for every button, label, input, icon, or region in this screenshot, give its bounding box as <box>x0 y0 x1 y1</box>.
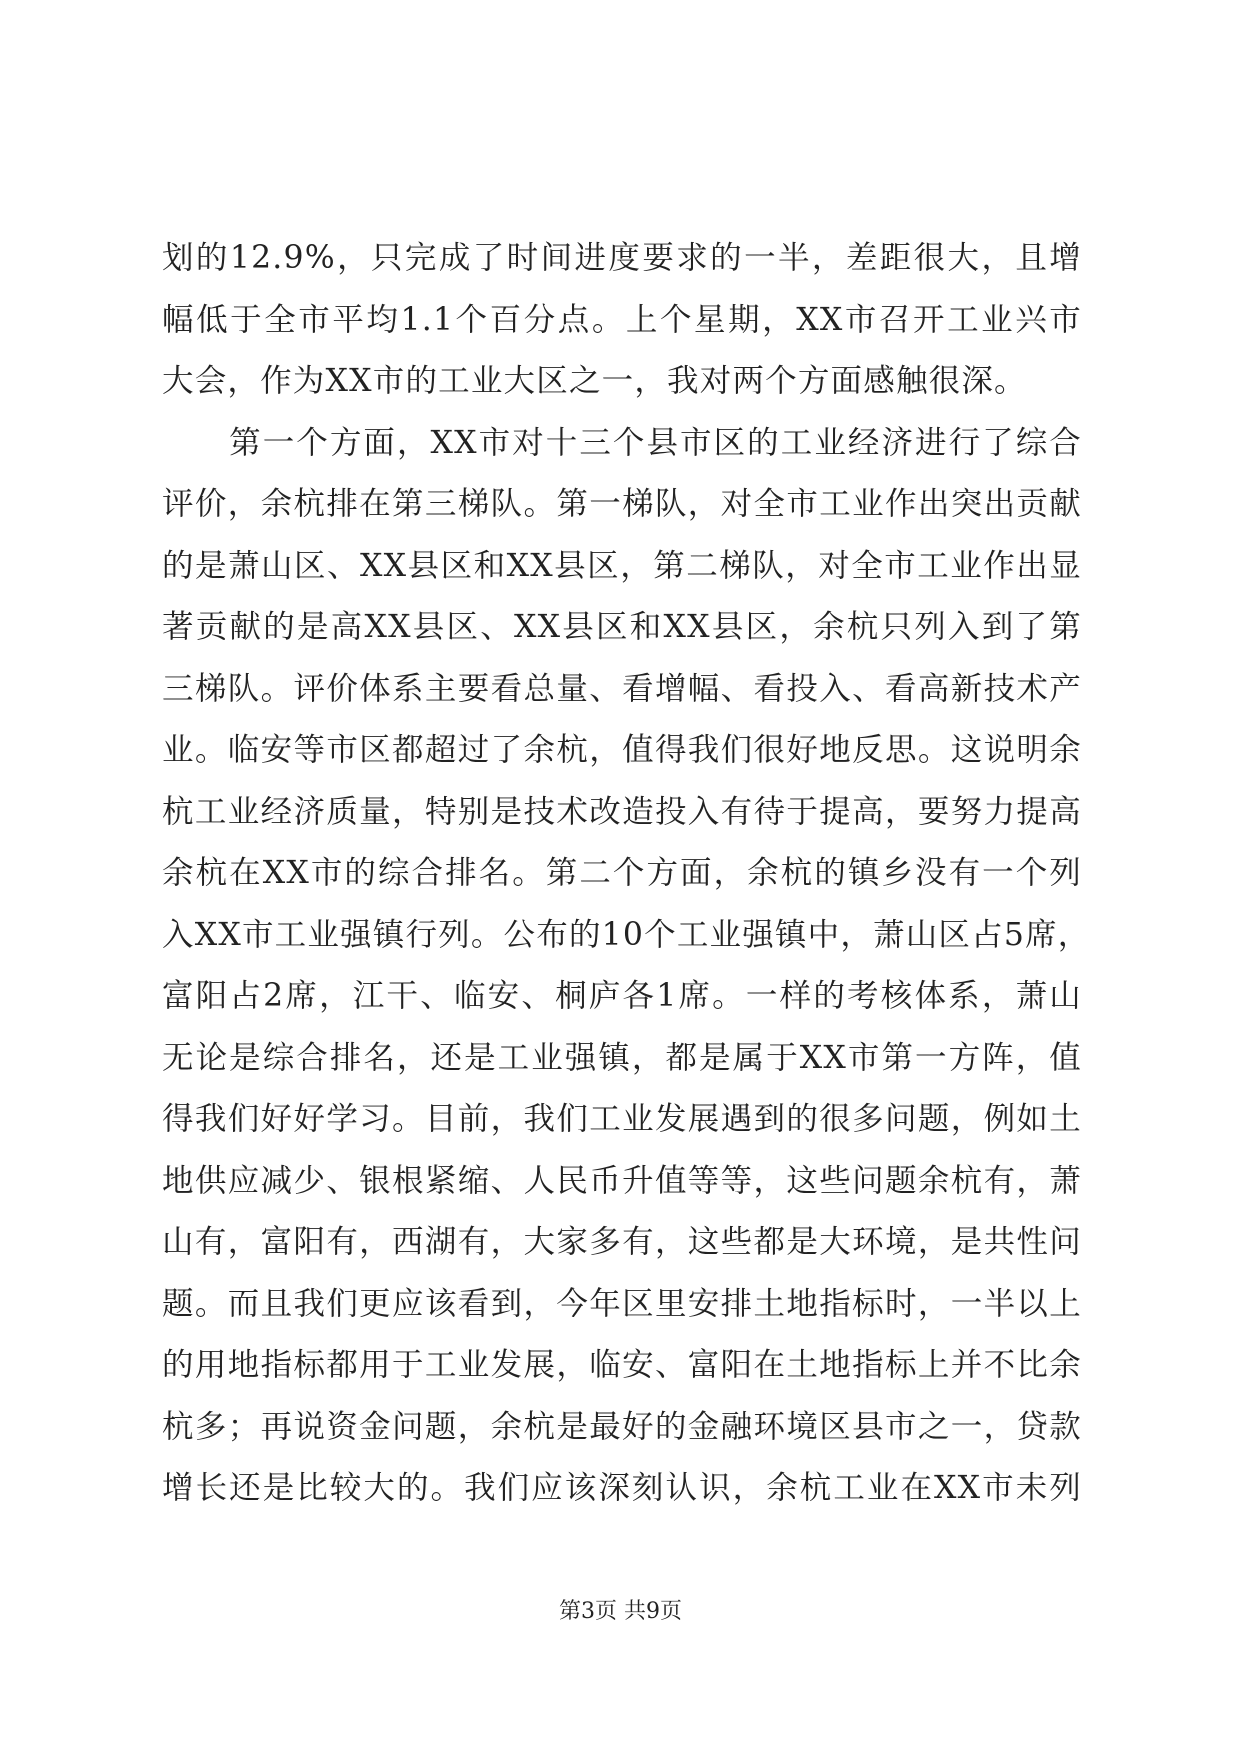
text-line: 杭多；再说资金问题，余杭是最好的金融环境区县市之一，贷款 <box>162 1408 1082 1445</box>
text-line: 余杭在XX市的综合排名。第二个方面，余杭的镇乡没有一个列 <box>162 855 1082 891</box>
text-line: 得我们好好学习。目前，我们工业发展遇到的很多问题，例如土 <box>162 1101 1082 1137</box>
text-line: 增长还是比较大的。我们应该深刻认识，余杭工业在XX市未列 <box>162 1470 1082 1506</box>
text-line: 入XX市工业强镇行列。公布的10个工业强镇中，萧山区占5席， <box>162 916 1091 953</box>
text-line: 大会，作为XX市的工业大区之一，我对两个方面感触很深。 <box>162 363 1027 399</box>
text-line: 第一个方面，XX市对十三个县市区的工业经济进行了综合 <box>162 424 1082 461</box>
text-line: 富阳占2席，江干、临安、桐庐各1席。一样的考核体系，萧山 <box>162 978 1082 1014</box>
text-line: 的用地指标都用于工业发展，临安、富阳在土地指标上并不比余 <box>162 1347 1082 1383</box>
text-line: 山有，富阳有，西湖有，大家多有，这些都是大环境，是共性问 <box>162 1224 1082 1260</box>
text-line: 评价，余杭排在第三梯队。第一梯队，对全市工业作出突出贡献 <box>162 486 1082 522</box>
text-line: 三梯队。评价体系主要看总量、看增幅、看投入、看高新技术产 <box>162 670 1082 707</box>
page-number-footer: 第3页 共9页 <box>559 1599 682 1624</box>
text-line: 题。而且我们更应该看到，今年区里安排土地指标时，一半以上 <box>162 1285 1082 1322</box>
text-line: 著贡献的是高XX县区、XX县区和XX县区，余杭只列入到了第 <box>162 609 1082 645</box>
body-text <box>162 228 1091 1520</box>
text-line: 杭工业经济质量，特别是技术改造投入有待于提高，要努力提高 <box>162 793 1082 830</box>
text-line: 地供应减少、银根紧缩、人民币升值等等，这些问题余杭有，萧 <box>162 1162 1082 1199</box>
text-line: 业。临安等市区都超过了余杭，值得我们很好地反思。这说明余 <box>162 732 1082 768</box>
text-line: 的是萧山区、XX县区和XX县区，第二梯队，对全市工业作出显 <box>162 547 1082 584</box>
text-line: 无论是综合排名，还是工业强镇，都是属于XX市第一方阵，值 <box>162 1039 1082 1076</box>
text-line: 划的12.9%，只完成了时间进度要求的一半，差距很大，且增 <box>162 240 1082 276</box>
text-line: 幅低于全市平均1.1个百分点。上个星期，XX市召开工业兴市 <box>162 301 1082 338</box>
